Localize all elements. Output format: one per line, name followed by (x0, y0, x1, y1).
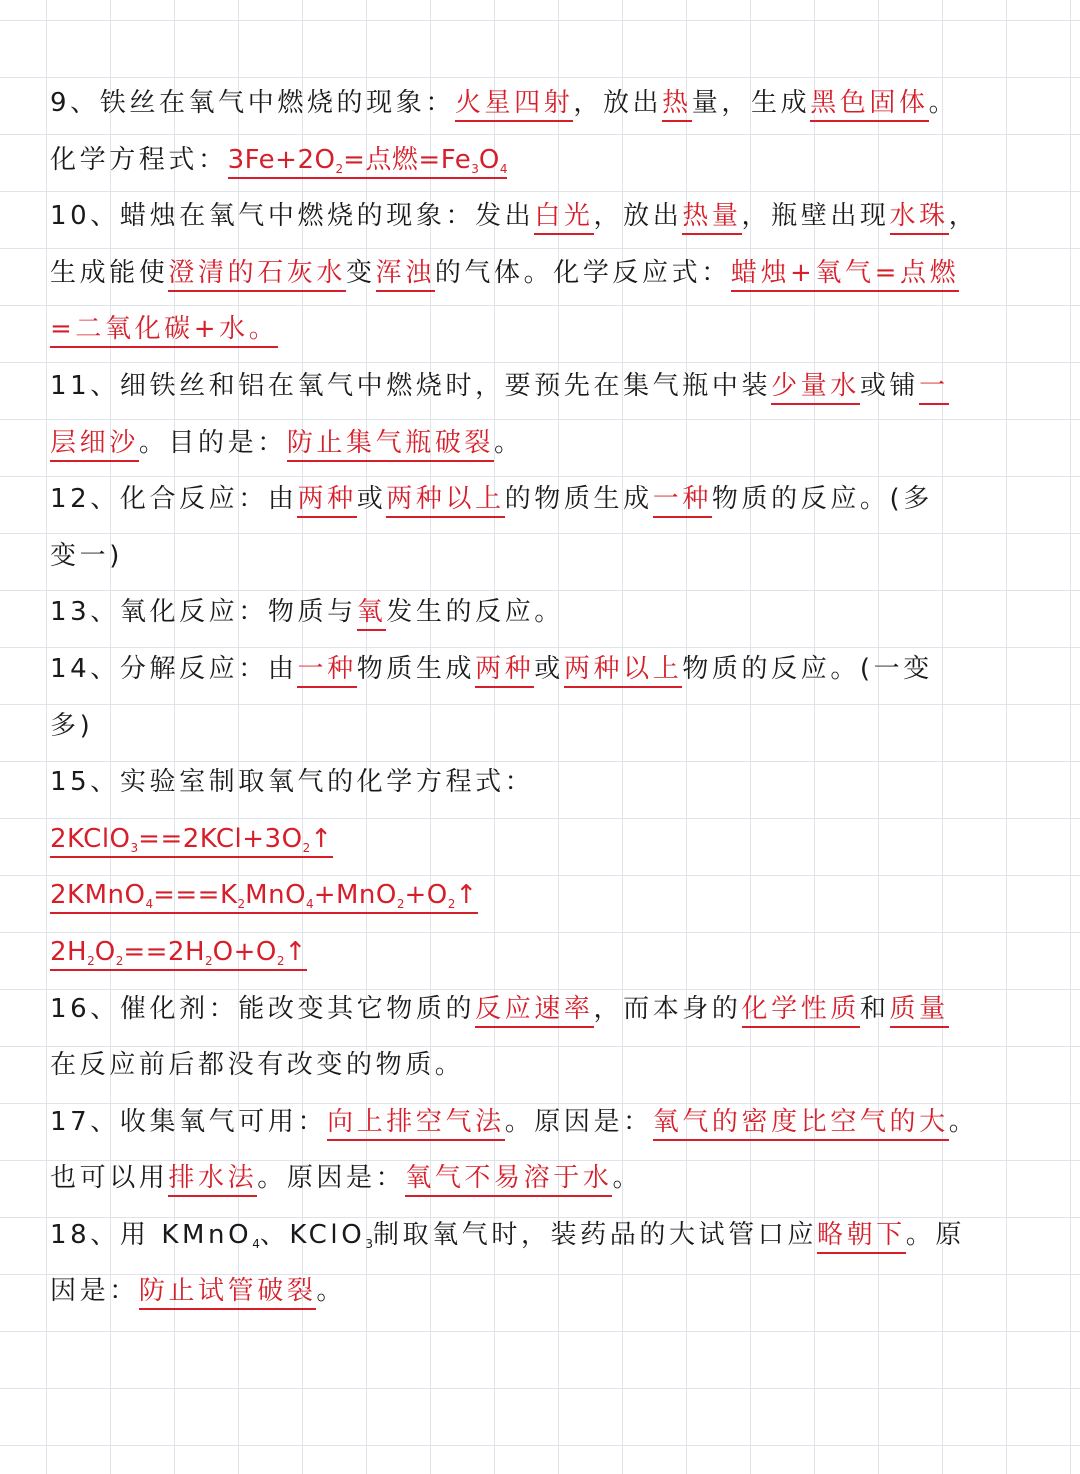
item-14-line-1 (50, 641, 1035, 698)
item-11-line-2 (50, 415, 1035, 472)
kmno4-equation (50, 880, 478, 914)
answer-text: 热量 (682, 201, 741, 235)
answer-text: 少量水 (771, 371, 860, 405)
subscript: 2 (302, 840, 311, 855)
answer-text: 蜡烛+氧气=点燃 (731, 258, 959, 292)
item-17-text: 。原因是： (504, 1106, 653, 1137)
item-13-line-1 (50, 584, 1035, 641)
answer-text: 水珠 (890, 201, 949, 235)
subscript: 2 (335, 161, 344, 176)
answer-text: 化学性质 (742, 994, 860, 1028)
item-9-text: 。 (928, 88, 959, 118)
item-10-line-2 (50, 245, 1035, 302)
item-10-text: ，瓶壁出现 (741, 201, 890, 232)
equation-part: O (478, 144, 500, 175)
kclo3-equation-line (50, 811, 1035, 868)
subscript: 3 (130, 840, 139, 855)
item-15-text: 15、实验室制取氧气的化学方程式： (50, 767, 535, 798)
answer-text: 反应速率 (475, 994, 593, 1028)
subscript: 2 (276, 953, 285, 968)
equation-part: ==2H (123, 936, 206, 967)
item-18-text: 18、用 KMnO (50, 1219, 253, 1250)
item-18-line-1 (50, 1207, 1035, 1264)
answer-text: 一种 (297, 654, 356, 688)
answer-text: 氧气不易溶于水 (405, 1163, 612, 1197)
equation-part: MnO (245, 880, 307, 911)
item-18-text: 。原 (905, 1219, 965, 1250)
answer-text: 氧 (357, 597, 387, 631)
answer-text: 澄清的石灰水 (168, 258, 346, 292)
item-15-title (50, 754, 1035, 811)
answer-text: 防止试管破裂 (139, 1276, 317, 1310)
item-10-text: 10、蜡烛在氧气中燃烧的现象：发出 (50, 201, 535, 232)
item-17-text: 。 (948, 1106, 979, 1137)
item-17-line-1 (50, 1094, 1035, 1151)
item-10-line-3 (50, 301, 1035, 358)
kmno4-equation-line (50, 867, 1035, 924)
equation-part: +O (404, 880, 448, 911)
gas-arrow-icon: ↑ (455, 880, 478, 911)
answer-text: 两种以上 (386, 484, 504, 518)
equation-part: ==2KCl+3O (138, 823, 303, 854)
answer-text: 防止集气瓶破裂 (287, 428, 494, 462)
answer-text: 一种 (653, 484, 712, 518)
equation-part: +MnO (313, 880, 397, 911)
item-17-text: 。 (612, 1163, 643, 1194)
answer-text: 向上排空气法 (327, 1107, 505, 1141)
iron-combustion-equation (228, 145, 508, 179)
item-10-text: 变 (346, 257, 376, 288)
answer-text: 热 (662, 88, 692, 122)
item-18-text: 制取氧气时，装药品的大试管口应 (372, 1219, 817, 1250)
item-12-text: 变一) (50, 540, 123, 571)
subscript: 4 (306, 897, 314, 912)
answer-text: 黑色固体 (810, 88, 928, 122)
item-11-text: 或铺 (859, 370, 920, 401)
item-10-line-1 (50, 188, 1035, 245)
item-18-text: 。 (316, 1276, 347, 1307)
equation-part: ===K (153, 880, 238, 911)
answer-text: 排水法 (168, 1163, 257, 1197)
answer-text: 两种 (475, 654, 534, 688)
subscript: 3 (471, 161, 479, 176)
item-13-text: 发生的反应。 (386, 597, 564, 628)
item-9-line-2 (50, 132, 1035, 189)
item-12-text: 的物质生成 (504, 484, 653, 515)
item-10-text: 的气体。化学反应式： (434, 257, 731, 288)
item-14-text: 或 (534, 653, 564, 684)
item-11-line-1 (50, 358, 1035, 415)
item-17-text: 17、收集氧气可用： (50, 1106, 328, 1137)
subscript: 4 (145, 897, 154, 912)
item-9-text: ，放出 (573, 88, 663, 118)
item-11-text: 。目的是： (138, 427, 287, 458)
answer-text: 白光 (534, 201, 593, 235)
item-12-line-2 (50, 528, 1035, 585)
subscript: 4 (499, 161, 508, 176)
item-10-text: 生成能使 (50, 257, 169, 288)
gas-arrow-icon: ↑ (284, 936, 307, 967)
item-10-text: ， (948, 201, 979, 232)
equation-part: 2KClO (50, 823, 131, 854)
subscript: 2 (115, 953, 124, 968)
answer-text: 质量 (890, 994, 949, 1028)
answer-text: =二氧化碳+水。 (50, 314, 278, 348)
equation-part: 3Fe+2O (227, 144, 336, 175)
item-18-text: 、KClO (259, 1219, 366, 1250)
item-11-text: 11、细铁丝和铝在氧气中燃烧时，要预先在集气瓶中装 (50, 370, 772, 401)
item-9-line-1 (50, 75, 1035, 132)
item-18-text: 因是： (50, 1276, 139, 1307)
item-9-text: 9、铁丝在氧气中燃烧的现象： (50, 88, 455, 118)
item-13-text: 13、氧化反应：物质与 (50, 597, 357, 628)
answer-text: 层细沙 (50, 428, 139, 462)
item-14-text: 14、分解反应：由 (50, 653, 298, 684)
item-9-text: 化学方程式： (50, 144, 228, 175)
item-9-text: 量，生成 (691, 88, 811, 118)
gas-arrow-icon: ↑ (310, 823, 333, 854)
item-16-line-1 (50, 981, 1035, 1038)
item-11-text: 。 (494, 427, 524, 458)
answer-text: 两种以上 (564, 654, 682, 688)
kclo3-equation (50, 824, 333, 858)
item-12-text: 物质的反应。(多 (711, 484, 933, 515)
h2o2-equation (50, 937, 307, 971)
h2o2-equation-line (50, 924, 1035, 981)
answer-text: 火星四射 (455, 88, 573, 122)
item-14-text: 多) (50, 710, 94, 741)
equation-part: =点燃=Fe (343, 144, 472, 175)
item-17-text: 。原因是： (257, 1163, 406, 1194)
item-10-text: ，放出 (593, 201, 683, 232)
item-12-line-1 (50, 471, 1035, 528)
item-16-text: 和 (859, 993, 890, 1024)
answer-text: 略朝下 (817, 1220, 906, 1254)
equation-part: O (94, 936, 116, 967)
item-12-text: 12、化合反应：由 (50, 484, 298, 515)
item-18-line-2 (50, 1263, 1035, 1320)
item-16-text: ，而本身的 (593, 993, 742, 1024)
answer-text: 氧气的密度比空气的大 (653, 1107, 949, 1141)
subscript: 2 (396, 897, 405, 912)
answer-text: 一 (919, 371, 949, 405)
item-17-line-2 (50, 1150, 1035, 1207)
subscript: 2 (205, 953, 213, 968)
equation-part: O+O (212, 936, 277, 967)
item-12-text: 或 (356, 484, 387, 515)
answer-text: 两种 (297, 484, 356, 518)
item-16-text: 16、催化剂：能改变其它物质的 (50, 993, 476, 1024)
item-16-text: 在反应前后都没有改变的物质。 (50, 1050, 465, 1081)
item-17-text: 也可以用 (50, 1163, 169, 1194)
subscript: 3 (365, 1236, 373, 1251)
item-14-text: 物质生成 (356, 653, 476, 684)
item-14-line-2 (50, 698, 1035, 755)
subscript: 2 (237, 897, 246, 912)
subscript: 2 (447, 897, 456, 912)
item-14-text: 物质的反应。(一变 (682, 653, 933, 684)
subscript: 4 (252, 1236, 260, 1251)
equation-part: 2H (50, 936, 88, 967)
item-16-line-2 (50, 1037, 1035, 1094)
notes-page (50, 75, 1035, 1320)
answer-text: 浑浊 (376, 258, 435, 292)
subscript: 2 (87, 953, 95, 968)
equation-part: 2KMnO (50, 880, 146, 911)
